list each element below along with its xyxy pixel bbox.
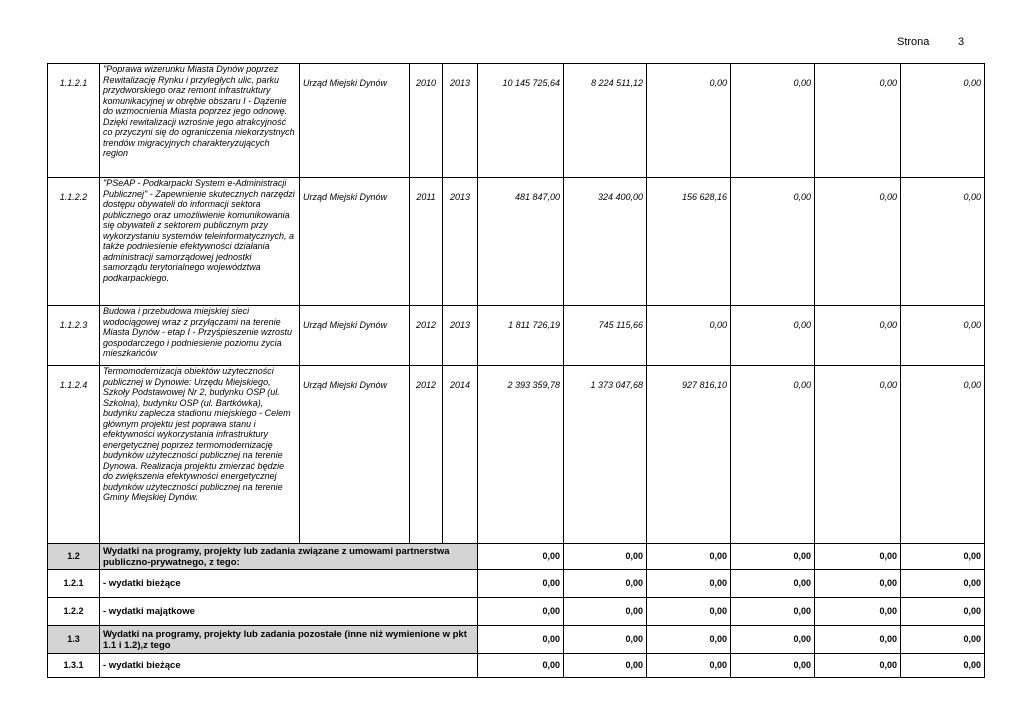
summary-label: Wydatki na programy, projekty lub zadania związane z umowami partnerstwa publiczno-prywatnego, z tego: [100,544,478,570]
summary-label: - wydatki bieżące [100,570,478,598]
row-institution: Urząd Miejski Dynów [300,306,410,366]
summary-label: - wydatki bieżące [100,654,478,678]
row-value: 0,00 [901,178,985,306]
row-value: 8 224 511,12 [564,64,647,178]
page-number: 3 [958,36,965,48]
row-number: 1.1.2.1 [48,64,100,178]
row-institution: Urząd Miejski Dynów [300,64,410,178]
summary-code: 1.3 [48,626,100,654]
summary-code: 1.2.2 [48,598,100,626]
summary-value: 0,00 [731,654,815,678]
row-value: 1 373 047,68 [564,366,647,544]
row-value: 2 393 359,78 [478,366,564,544]
summary-value: 0,00 [564,654,647,678]
row-value: 0,00 [901,306,985,366]
summary-value: 0,00 [815,626,901,654]
row-value: 927 816,10 [647,366,731,544]
summary-value: 0,00 [564,570,647,598]
row-value: 0,00 [731,306,815,366]
summary-value: 0,00 [731,570,815,598]
row-institution: Urząd Miejski Dynów [300,178,410,306]
summary-row [48,626,985,654]
summary-value: 0,00 [647,626,731,654]
row-value: 745 115,66 [564,306,647,366]
summary-value: 0,00 [564,598,647,626]
summary-code: 1.2.1 [48,570,100,598]
summary-value: 0,00 [815,570,901,598]
row-value: 324 400,00 [564,178,647,306]
summary-row [48,570,985,598]
summary-value: 0,00 [815,598,901,626]
row-value: 0,00 [815,178,901,306]
summary-label: - wydatki majątkowe [100,598,478,626]
row-value: 0,00 [647,306,731,366]
row-number: 1.1.2.3 [48,306,100,366]
summary-value: 0,00 [647,598,731,626]
summary-value: 0,00 [901,544,985,570]
row-description: Termomodernizacja obiektów użyteczności publicznej w Dynowie: Urzędu Miejskiego, Szkoły Podstawowej Nr 2, budynku OSP (ul. Szkolna), budynku OSP (ul. Bartkówka), budynku zaplecza stadionu miejskiego - Celem głównym projektu jest poprawa stanu i efektywności wykorzystania infrastruktury energetycznej poprzez termomodernizację budynków użyteczności publicznej na terenie Dynowa. Realizacja projektu zmierzać będzie do zwiększenia efektywności energetycznej budynków użyteczności publicznej na terenie Gminy Miejskiej Dynów. [100,366,300,544]
row-value: 0,00 [647,64,731,178]
summary-value: 0,00 [564,544,647,570]
row-value: 0,00 [815,64,901,178]
row-value: 10 145 725,64 [478,64,564,178]
summary-value: 0,00 [478,626,564,654]
row-year-to: 2013 [443,178,478,306]
row-year-from: 2012 [410,366,443,544]
row-year-to: 2013 [443,64,478,178]
row-description: Budowa i przebudowa miejskiej sieci wodociągowej wraz z przyłączami na terenie Miasta Dynów - etap I - Przyśpieszenie wzrostu gospodarczego i podniesienie poziomu życia mieszkańców [100,306,300,366]
row-year-to: 2013 [443,306,478,366]
summary-value: 0,00 [478,544,564,570]
summary-value: 0,00 [901,626,985,654]
summary-row [48,654,985,678]
row-value: 0,00 [731,366,815,544]
summary-value: 0,00 [731,626,815,654]
row-year-to: 2014 [443,366,478,544]
summary-value: 0,00 [815,544,901,570]
row-value: 0,00 [731,178,815,306]
summary-value: 0,00 [564,626,647,654]
summary-value: 0,00 [901,570,985,598]
row-value: 0,00 [901,64,985,178]
row-number: 1.1.2.2 [48,178,100,306]
row-value: 156 628,16 [647,178,731,306]
row-institution: Urząd Miejski Dynów [300,366,410,544]
summary-code: 1.2 [48,544,100,570]
row-value: 0,00 [815,306,901,366]
row-value: 481 847,00 [478,178,564,306]
summary-value: 0,00 [731,544,815,570]
row-description: "Poprawa wizerunku Miasta Dynów poprzez Rewitalizację Rynku i przyległych ulic, parku przydworskiego oraz remont infrastruktury komunikacyjnej w obrębie obszaru I - Dążenie do wzmocnienia Miasta poprzez jego odnowę. Dzięki rewitalizacji wzrośnie jego atrakcyjność co przyczyni się do ograniczenia niekorzystnych trendów migracyjnych charakteryzujących region [100,64,300,178]
summary-value: 0,00 [901,598,985,626]
row-value: 0,00 [815,366,901,544]
row-value: 0,00 [901,366,985,544]
summary-label: Wydatki na programy, projekty lub zadania pozostałe (inne niż wymienione w pkt 1.1 i 1.2),z tego [100,626,478,654]
row-description: "PSeAP - Podkarpacki System e-Administracji Publicznej" - Zapewnienie skutecznych narzędzi dostępu obywateli do informacji sektora publicznego oraz umożliwienie komunikowania się obywateli z sektorem publicznym przy wykorzystaniu systemów teleinformatycznych, a także podniesienie efektywności działania administracji samorządowej jednostki samorządu terytorialnego województwa podkarpackiego. [100,178,300,306]
summary-value: 0,00 [647,570,731,598]
summary-value: 0,00 [647,654,731,678]
page-label: Strona [897,36,930,48]
row-value: 0,00 [731,64,815,178]
table-row [48,178,985,306]
row-number: 1.1.2.4 [48,366,100,544]
row-value: 1 811 726,19 [478,306,564,366]
summary-value: 0,00 [731,598,815,626]
summary-value: 0,00 [478,654,564,678]
summary-value: 0,00 [478,570,564,598]
summary-value: 0,00 [647,544,731,570]
row-year-from: 2010 [410,64,443,178]
row-year-from: 2012 [410,306,443,366]
table-row [48,306,985,366]
row-year-from: 2011 [410,178,443,306]
summary-code: 1.3.1 [48,654,100,678]
investment-table [47,63,985,678]
summary-value: 0,00 [901,654,985,678]
page-header [897,36,965,48]
summary-value: 0,00 [815,654,901,678]
summary-row [48,544,985,570]
summary-value: 0,00 [478,598,564,626]
table-row [48,64,985,178]
table-row [48,366,985,544]
summary-row [48,598,985,626]
